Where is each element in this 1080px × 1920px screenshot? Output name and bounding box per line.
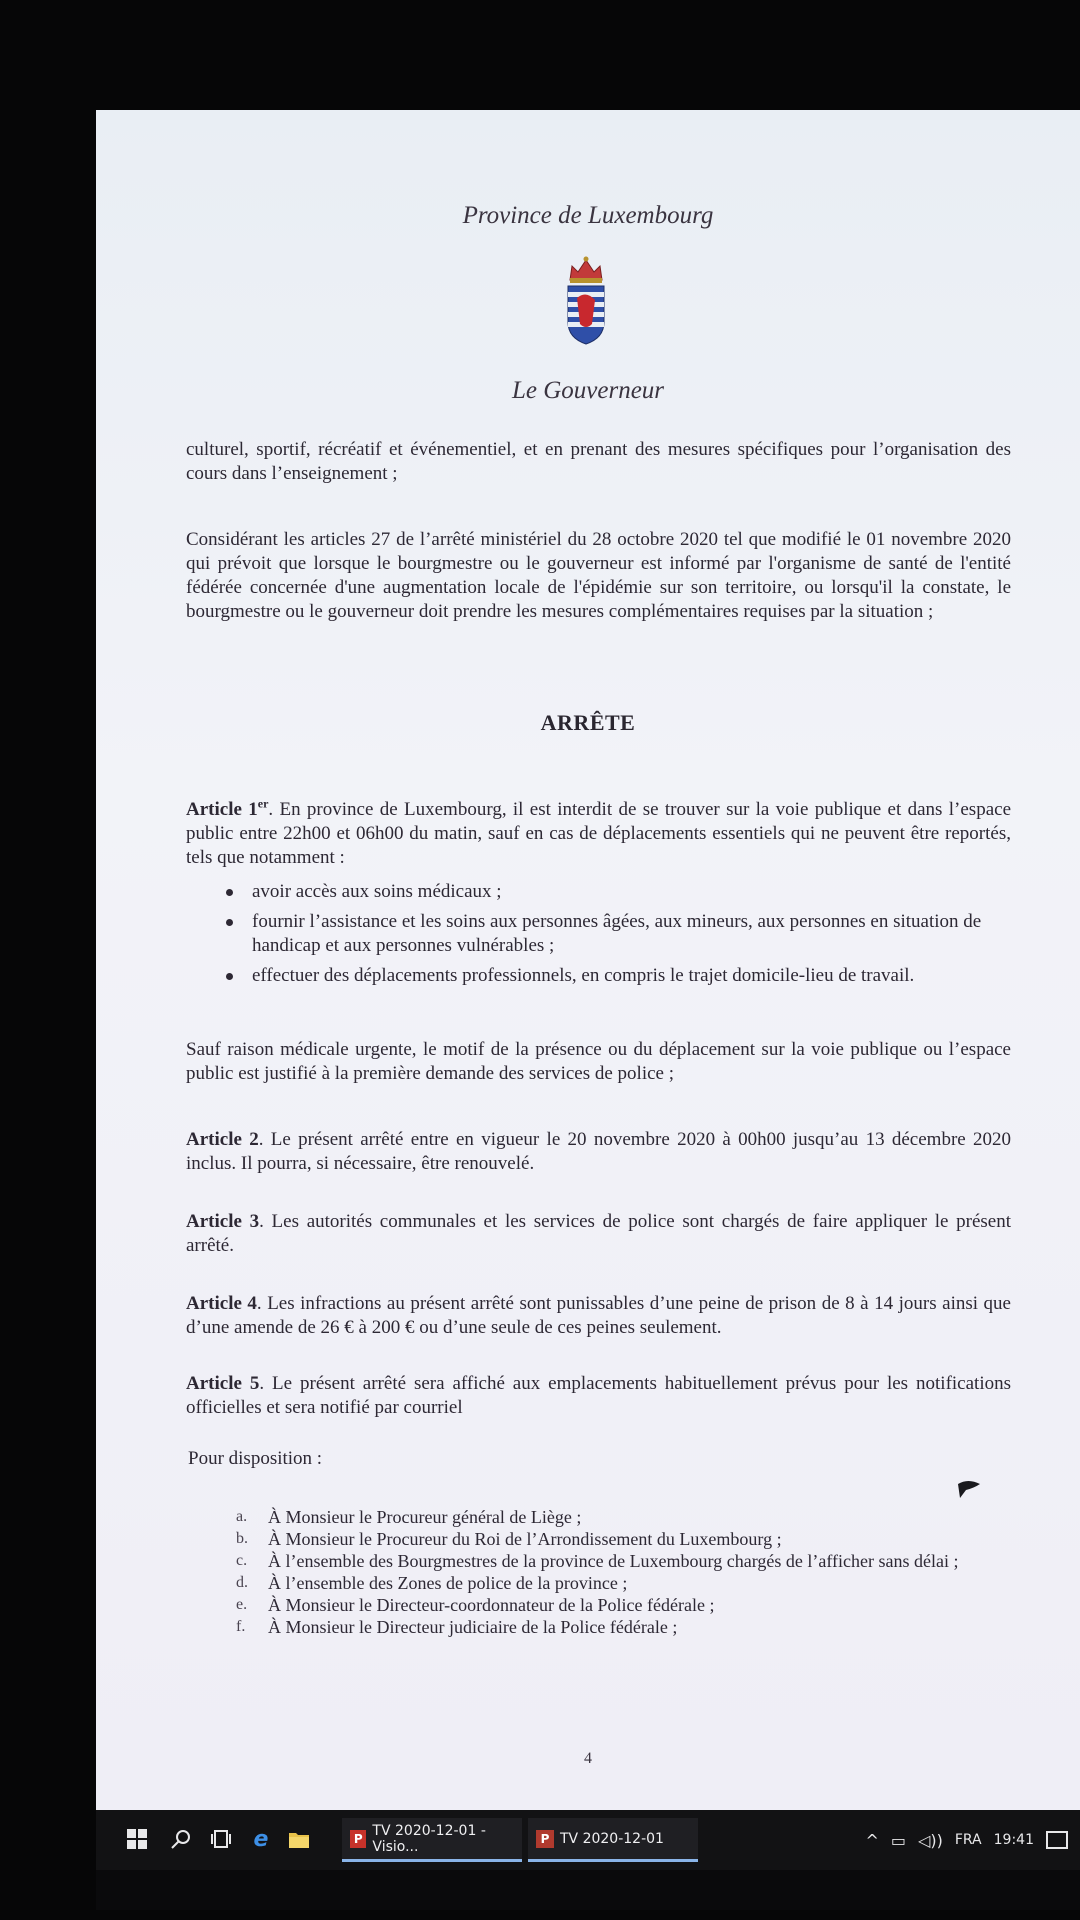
taskbar: [96, 1810, 1080, 1870]
article-1-bullets: [226, 880, 1016, 994]
item-letter: b.: [236, 1530, 248, 1547]
article-4-label: Article 4: [186, 1293, 257, 1314]
app-badge-icon: P: [350, 1830, 366, 1848]
article-1-label: Article 1: [186, 799, 258, 820]
coat-of-arms-icon: [564, 250, 608, 346]
disposition-label: Pour disposition :: [188, 1448, 323, 1469]
article-1-text: . En province de Luxembourg, il est interdit de se trouver sur la voie publique et dans l’espace public entre 22h00 et 06h00 du matin, sauf en cas de déplacements essentiels qui ne peuvent être reportés, tels que notamment :: [186, 799, 1012, 868]
article-3-text: . Les autorités communales et les services de police sont chargés de faire appliquer le présent arrêté.: [186, 1211, 1011, 1256]
article-4-text: . Les infractions au présent arrêté sont punissables d’une peine de prison de 8 à 14 jours ainsi que d’une amende de 26 € à 200 € ou d’une seule de ces peines seulement.: [186, 1293, 1011, 1338]
list-item: [236, 1550, 1011, 1572]
app-badge-icon: P: [536, 1830, 554, 1848]
gouverneur-header: Le Gouverneur: [511, 377, 665, 404]
display: [96, 110, 1080, 1910]
item-letter: f.: [236, 1618, 246, 1635]
list-item: [236, 1528, 1011, 1550]
bullet-icon: [226, 973, 233, 980]
item-text: À l’ensemble des Bourgmestres de la province de Luxembourg chargés de l’afficher sans délai ;: [268, 1551, 959, 1571]
bullet-text: fournir l’assistance et les soins aux personnes âgées, aux mineurs, aux personnes en situation de handicap et aux personnes vulnérables ;: [252, 911, 982, 956]
recipients-list: [236, 1506, 1011, 1638]
taskbar-app-label: TV 2020-12-01 - Visio...: [372, 1822, 486, 1855]
bullet-text: avoir accès aux soins médicaux ;: [252, 881, 502, 902]
article-2: [186, 1128, 1011, 1176]
item-text: À Monsieur le Directeur-coordonnateur de la Police fédérale ;: [268, 1595, 715, 1615]
edge-icon[interactable]: e: [253, 1826, 269, 1852]
item-letter: c.: [236, 1552, 248, 1569]
item-letter: d.: [236, 1574, 248, 1591]
taskbar-app-document[interactable]: [528, 1818, 698, 1862]
article-5-label: Article 5: [186, 1373, 260, 1394]
article-1: [186, 798, 1011, 870]
list-item: [226, 910, 1016, 958]
article-5: [186, 1372, 1011, 1420]
list-item: [236, 1506, 1011, 1528]
taskbar-app-label: TV 2020-12-01: [560, 1830, 664, 1847]
volume-icon[interactable]: ◁)): [918, 1830, 943, 1850]
arrete-heading: ARRÊTE: [540, 710, 636, 735]
search-icon[interactable]: [166, 1824, 196, 1854]
bullet-icon: [226, 919, 233, 926]
file-explorer-icon[interactable]: [284, 1824, 314, 1854]
system-tray: [866, 1810, 1068, 1870]
item-letter: a.: [236, 1508, 248, 1525]
mouse-cursor-icon: [956, 1480, 982, 1500]
taskbar-app-visio[interactable]: [342, 1818, 522, 1862]
battery-icon[interactable]: ▭: [890, 1830, 907, 1850]
article-3-label: Article 3: [186, 1211, 260, 1232]
list-item: [236, 1572, 1011, 1594]
chevron-up-icon[interactable]: ^: [865, 1830, 879, 1850]
item-text: À l’ensemble des Zones de police de la province ;: [268, 1573, 628, 1593]
item-text: À Monsieur le Procureur du Roi de l’Arrondissement du Luxembourg ;: [268, 1529, 782, 1549]
bullet-text: effectuer des déplacements professionnels, en compris le trajet domicile-lieu de travail.: [252, 965, 915, 986]
article-2-text: . Le présent arrêté entre en vigueur le 20 novembre 2020 à 00h00 jusqu’au 13 décembre 2020 inclus. Il pourra, si nécessaire, être renouvelé.: [186, 1129, 1011, 1174]
item-text: À Monsieur le Procureur général de Liège ;: [268, 1507, 582, 1527]
paragraph-considerant: Considérant les articles 27 de l’arrêté ministériel du 28 octobre 2020 tel que modifié le 01 novembre 2020 qui prévoit que lorsque le bourgmestre ou le gouverneur est informé par l'organisme de santé de l'entité fédérée concernée d'une augmentation locale de l'épidémie sur son territoire, ou lorsqu'il la constate, le bourgmestre ou le gouverneur doit prendre les mesures complémentaires requises par la situation ;: [186, 529, 1011, 622]
list-item: [226, 880, 1016, 904]
page-number: 4: [584, 1750, 592, 1767]
windows-start-icon[interactable]: [122, 1824, 152, 1854]
language-indicator[interactable]: FRA: [954, 1832, 982, 1848]
paragraph-culturel: culturel, sportif, récréatif et événementiel, et en prenant des mesures spécifiques pour l’organisation des cours dans l’enseignement ;: [186, 439, 1011, 484]
item-text: À Monsieur le Directeur judiciaire de la Police fédérale ;: [268, 1617, 678, 1637]
article-3: [186, 1210, 1011, 1258]
article-4: [186, 1292, 1011, 1340]
document-page: [96, 110, 1080, 1810]
task-view-icon[interactable]: [206, 1824, 236, 1854]
list-item: [226, 964, 1016, 988]
article-5-text: . Le présent arrêté sera affiché aux emplacements habituellement prévus pour les notifications officielles et sera notifié par courriel: [186, 1373, 1011, 1418]
bullet-icon: [226, 889, 233, 896]
province-header: Province de Luxembourg: [462, 202, 714, 229]
list-item: [236, 1594, 1011, 1616]
article-2-label: Article 2: [186, 1129, 259, 1150]
clock[interactable]: 19:41: [993, 1832, 1034, 1848]
item-letter: e.: [236, 1596, 248, 1613]
list-item: [236, 1616, 1011, 1638]
notification-icon[interactable]: [1046, 1831, 1068, 1849]
paragraph-sauf: Sauf raison médicale urgente, le motif de la présence ou du déplacement sur la voie publique ou l’espace public est justifié à la première demande des services de police ;: [186, 1039, 1011, 1084]
article-1-sup: er: [257, 796, 269, 811]
